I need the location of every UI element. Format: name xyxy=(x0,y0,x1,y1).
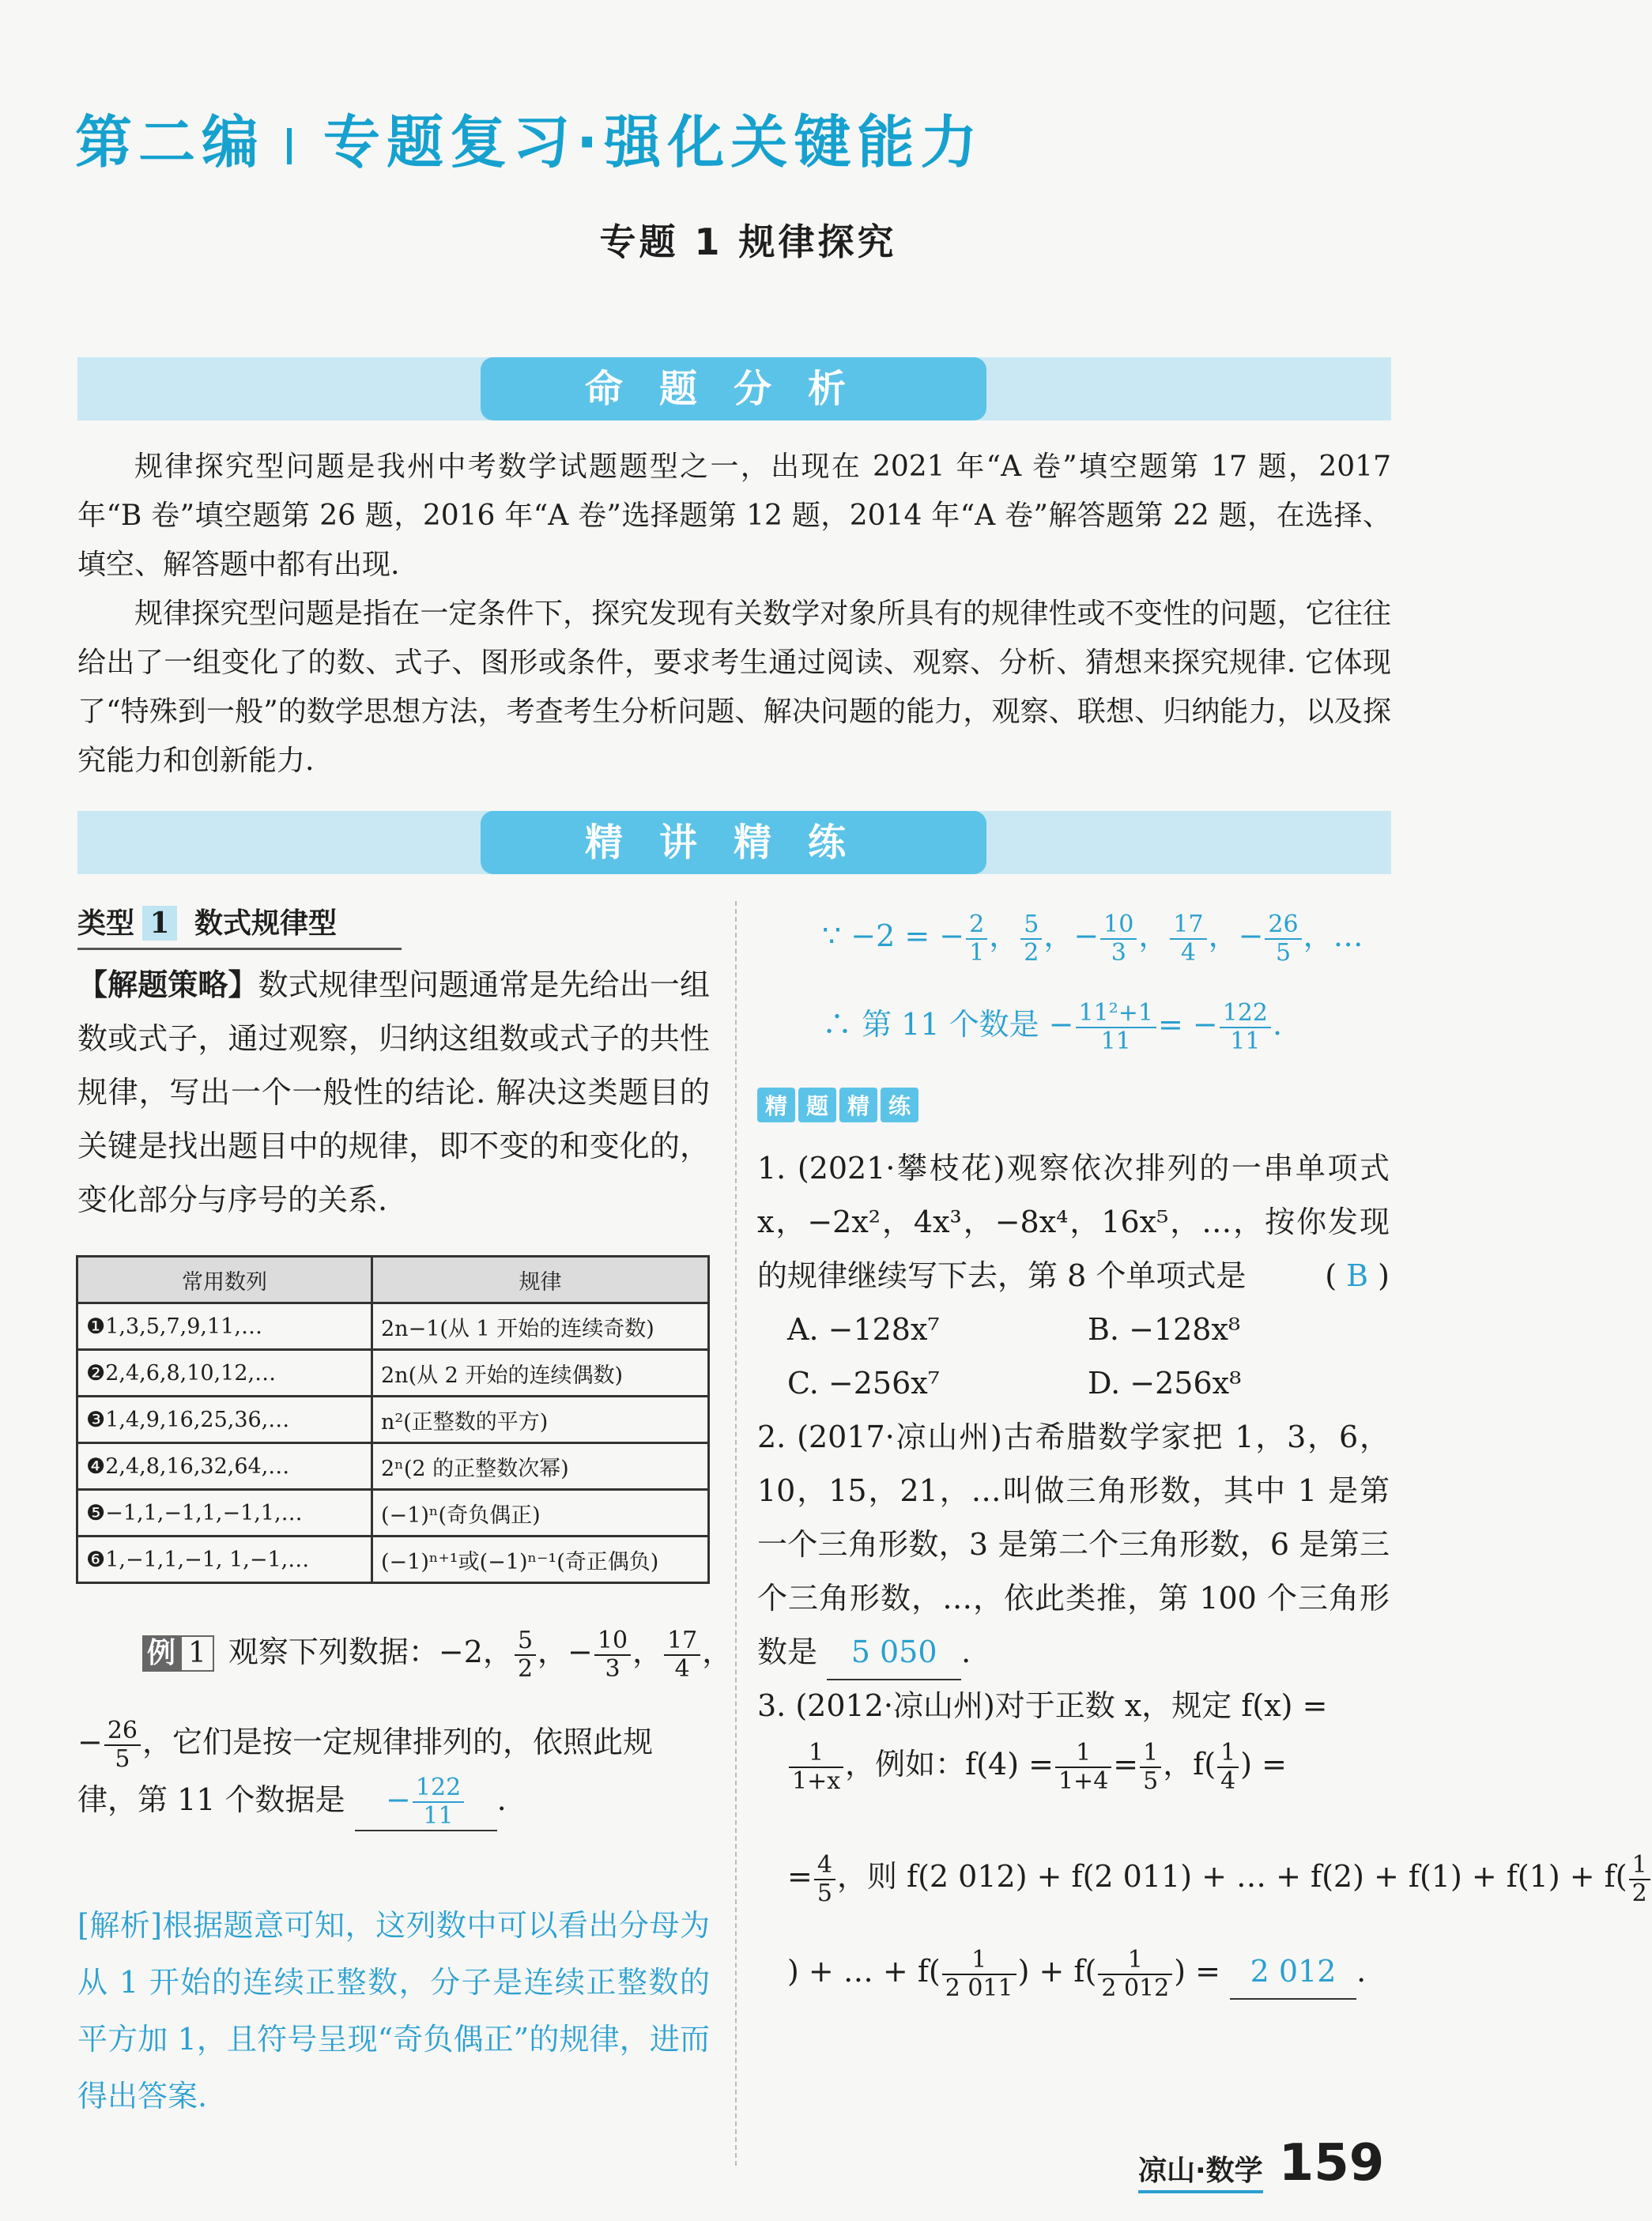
denominator: 1+x xyxy=(792,1767,841,1795)
option-b: B. −128x⁸ xyxy=(1088,1312,1241,1347)
analysis-paragraph-1: 规律探究型问题是我州中考数学试题题型之一，出现在 2021 年“A 卷”填空题第 17 题，2017 年“B 卷”填空题第 26 题，2016 年“A 卷”选择题第 12 题，2014 年“A 卷”解答题第 22 题，在选择、填空、解答题中都有出现. xyxy=(77,451,1391,581)
question-3-stem-sum: ，则 f(2 012) + f(2 011) + … + f(2) + f(1) + f(1) + f( xyxy=(836,1859,1627,1894)
type-number: 1 xyxy=(142,906,177,941)
section-band-practice xyxy=(77,811,1391,874)
numerator: 1 xyxy=(1055,1740,1111,1768)
column-divider xyxy=(735,901,737,2166)
numerator: 1 xyxy=(942,1947,1016,1975)
practice-tag-char: 精 xyxy=(839,1088,877,1122)
part-title xyxy=(75,96,983,179)
type-heading xyxy=(77,901,402,950)
example-analysis xyxy=(77,1897,710,2125)
question-3-stem-end: ) = xyxy=(1174,1954,1220,1989)
numerator: 10 xyxy=(594,1627,631,1656)
fraction xyxy=(789,1740,843,1795)
fraction xyxy=(1220,1000,1271,1055)
table-row xyxy=(77,1443,709,1490)
denominator: 1+4 xyxy=(1058,1767,1109,1795)
denominator: 5 xyxy=(1275,938,1292,967)
denominator: 1 xyxy=(969,938,985,967)
practice-tag xyxy=(757,1088,922,1122)
example-answer: − $\frac{122}{11}$ xyxy=(355,1773,497,1832)
numerator: 4 xyxy=(814,1852,835,1880)
question-2-stem: 2. (2017·凉山州)古希腊数学家把 1，3，6，10，15，21，…叫做三角形数，其中 1 是第一个三角形数，3 是第二个三角形数，6 是第三个三角形数，…，依此类推，第 100 个三角形数是 xyxy=(757,1420,1390,1669)
example-label: 例 xyxy=(142,1635,180,1672)
denominator: 11 xyxy=(1230,1027,1261,1055)
denominator: 11 xyxy=(1100,1027,1131,1055)
numerator: 1 xyxy=(1098,1947,1172,1975)
solution-line-1: ∵ −2 = − $\frac{2}{1}$ ， $\frac{5}{2}$ ，− $\frac{10}{3}$ ， $\frac{17}{4}$ ，− $\frac{26}{5}$ ，… xyxy=(822,910,1363,967)
table-cell: ❶1,3,5,7,9,11,… xyxy=(77,1303,372,1350)
table-cell: ❺−1,1,−1,1,−1,1,… xyxy=(77,1490,372,1537)
question-3-line-3: = $\frac{4}{5}$ ，则 f(2 012) + f(2 011) + … + f(2) + f(1) + f(1) + f( $\frac{1}{2}$ xyxy=(787,1850,1388,1907)
numerator: 17 xyxy=(664,1627,700,1656)
denominator: 4 xyxy=(1220,1767,1236,1795)
example-1-line-2: − $\frac{26}{5}$ ，它们是按一定规律排列的，依照此规律，第 11 个数据是 − $\frac{122}{11}$ . xyxy=(77,1716,654,1830)
option-d: D. −256x⁸ xyxy=(1088,1366,1242,1401)
option-c: C. −256x⁷ xyxy=(787,1366,940,1401)
question-3-stem-example: ，例如：f(4) = xyxy=(845,1747,1054,1782)
table-cell: (−1)ⁿ(奇负偶正) xyxy=(372,1490,709,1537)
fraction xyxy=(1055,1740,1111,1795)
type-title: 数式规律型 xyxy=(194,907,338,940)
denominator: 3 xyxy=(1111,938,1126,967)
table-header-row xyxy=(77,1257,709,1303)
question-1-answer: B xyxy=(1346,1258,1369,1293)
numerator: 2 xyxy=(966,911,987,940)
ellipsis: ，… xyxy=(1303,918,1363,953)
question-3-line-4: ) + … + f( $\frac{1}{2 011}$ ) + f( $\frac{1}{2 012}$ ) = 2 012 . xyxy=(787,1945,1367,2002)
numerator: 26 xyxy=(104,1718,141,1746)
fraction xyxy=(966,911,987,967)
question-1-options xyxy=(787,1303,1388,1410)
fraction xyxy=(1098,1947,1172,2002)
title-separator xyxy=(287,128,292,164)
table-cell: 2n−1(从 1 开始的连续奇数) xyxy=(372,1303,709,1350)
numerator: 1 xyxy=(1629,1852,1650,1880)
denominator: 2 011 xyxy=(945,1974,1013,2002)
table-header: 常用数列 xyxy=(77,1257,372,1303)
strategy-label: 【解题策略】 xyxy=(77,967,258,1002)
fraction xyxy=(1629,1852,1650,1907)
analysis-paragraph-2: 规律探究型问题是指在一定条件下，探究发现有关数学对象所具有的规律性或不变性的问题，它往往给出了一组变化了的数、式子、图形或条件，要求考生通过阅读、观察、分析、猜想来探究规律. 它体现了“特殊到一般”的数学思想方法，考查考生分析问题、解决问题的能力，观察、联想、归纳能力，以及探究能力和创新能力. xyxy=(77,598,1391,777)
section-label-analysis: 命题分析 xyxy=(481,357,986,420)
fraction xyxy=(413,1774,464,1830)
part-label: 第二编 xyxy=(75,109,266,175)
table-row xyxy=(77,1490,709,1537)
fraction xyxy=(1140,1740,1161,1795)
denominator: 2 xyxy=(1631,1879,1647,1907)
type-prefix: 类型 xyxy=(77,907,135,940)
numerator: 1 xyxy=(1217,1740,1239,1768)
numerator: 1 xyxy=(789,1740,843,1768)
denominator: 2 xyxy=(517,1654,534,1683)
section-label-practice: 精讲精练 xyxy=(481,811,986,874)
table-cell: ❻1,−1,1,−1, 1,−1,… xyxy=(77,1537,372,1583)
table-cell: n²(正整数的平方) xyxy=(372,1397,709,1443)
denominator: 2 xyxy=(1024,938,1039,967)
table-cell: ❸1,4,9,16,25,36,… xyxy=(77,1397,372,1443)
numerator: 26 xyxy=(1265,911,1301,940)
example-stem-continued: ，它们是按一定规律排列的，依照此规律，第 11 个数据是 xyxy=(77,1725,654,1817)
denominator: 11 xyxy=(423,1802,454,1830)
table-row xyxy=(77,1397,709,1443)
fraction xyxy=(594,1627,631,1683)
fraction xyxy=(814,1852,835,1907)
fraction xyxy=(1100,911,1137,967)
analysis-label: [解析] xyxy=(77,1908,163,1943)
table-cell: ❷2,4,6,8,10,12,… xyxy=(77,1350,372,1397)
table-row xyxy=(77,1303,709,1350)
fraction xyxy=(1265,911,1301,967)
fraction xyxy=(515,1627,536,1683)
numerator: 10 xyxy=(1100,911,1137,940)
denominator: 5 xyxy=(1143,1767,1159,1795)
fraction xyxy=(942,1947,1016,2002)
numerator: 1 xyxy=(1140,1740,1161,1768)
table-row xyxy=(77,1537,709,1583)
denominator: 4 xyxy=(1180,938,1197,967)
numerator: 11²+1 xyxy=(1076,1000,1156,1028)
fraction xyxy=(1217,1740,1239,1795)
numerator: 122 xyxy=(413,1774,464,1803)
fraction xyxy=(1020,911,1042,967)
fraction xyxy=(1076,1000,1156,1055)
table-cell: 2n(从 2 开始的连续偶数) xyxy=(372,1350,709,1397)
table-header: 规律 xyxy=(372,1257,709,1303)
denominator: 3 xyxy=(605,1654,620,1683)
part-subtitle: 专题复习·强化关键能力 xyxy=(323,109,984,175)
question-3-line-2: $\frac{1}{1+x}$ ，例如：f(4) = $\frac{1}{1+4}$ = $\frac{1}{5}$ ，f( $\frac{1}{4}$ ) = xyxy=(787,1737,1388,1795)
question-3-line-1 xyxy=(757,1679,1390,1733)
practice-tag-char: 题 xyxy=(798,1088,836,1122)
table-cell: 2ⁿ(2 的正整数次幂) xyxy=(372,1443,709,1490)
page-footer xyxy=(1138,2134,1384,2193)
practice-tag-char: 练 xyxy=(881,1088,918,1122)
question-2: 2. (2017·凉山州)古希腊数学家把 1，3，6，10，15，21，…叫做三角形数，其中 1 是第一个三角形数，3 是第二个三角形数，6 是第三个三角形数，…，依此类推，第 100 个三角形数是 5 050 . xyxy=(757,1410,1390,1680)
example-1-line-1: 例 1 观察下列数据：−2， $\frac{5}{2}$ ，− $\frac{10}{3}$ ， $\frac{17}{4}$ ， xyxy=(142,1625,711,1683)
numerator: 122 xyxy=(1220,1000,1271,1028)
fraction xyxy=(104,1718,141,1773)
strategy-text: 数式规律型问题通常是先给出一组数或式子，通过观察，归纳这组数或式子的共性规律，写出一个一般性的结论. 解决这类题目的关键是找出题目中的规律，即不变的和变化的，变化部分与序号的关系. xyxy=(77,967,710,1217)
denominator: 4 xyxy=(674,1654,690,1683)
denominator: 5 xyxy=(817,1879,832,1907)
question-3-stem-more: ) + … + f( xyxy=(787,1954,941,1989)
example-stem: 观察下列数据：−2， xyxy=(228,1635,513,1669)
question-1-stem: 1. (2021·攀枝花)观察依次排列的一串单项式 x，−2x²，4x³，−8x⁴，16x⁵，…，按你发现的规律继续写下去，第 8 个单项式是 xyxy=(757,1151,1390,1293)
numerator: 5 xyxy=(515,1627,536,1656)
sequence-table xyxy=(76,1255,710,1584)
fraction xyxy=(1170,911,1206,967)
therefore-text: ∴ 第 11 个数是 − xyxy=(822,1007,1074,1042)
option-a: A. −128x⁷ xyxy=(787,1312,940,1347)
numerator: 17 xyxy=(1170,911,1206,940)
because-text: ∵ −2 = − xyxy=(822,918,965,953)
strategy-block xyxy=(77,958,710,1227)
question-3-stem: 3. (2012·凉山州)对于正数 x，规定 f(x) = xyxy=(757,1688,1328,1723)
table-cell: ❹2,4,8,16,32,64,… xyxy=(77,1443,372,1490)
question-1-answer-bracket: ( B ) xyxy=(1325,1258,1390,1293)
question-1 xyxy=(757,1141,1390,1303)
example-number: 1 xyxy=(180,1635,214,1672)
section-band-analysis xyxy=(77,357,1391,420)
question-3-answer: 2 012 xyxy=(1230,1944,1356,2000)
table-row xyxy=(77,1350,709,1397)
footer-text: 凉山·数学 xyxy=(1138,2155,1263,2193)
practice-tag-char: 精 xyxy=(757,1088,795,1122)
denominator: 2 012 xyxy=(1101,1974,1170,2002)
question-2-answer: 5 050 xyxy=(827,1625,961,1680)
numerator: 5 xyxy=(1020,911,1042,940)
denominator: 5 xyxy=(115,1744,130,1773)
topic-title: 专题 1 规律探究 xyxy=(599,221,897,263)
solution-line-2: ∴ 第 11 个数是 − $\frac{\text{11²+1}}{11}$ = − $\frac{122}{11}$ . xyxy=(822,998,1283,1055)
page-number: 159 xyxy=(1278,2134,1385,2193)
fraction xyxy=(664,1627,700,1683)
table-cell: (−1)ⁿ⁺¹或(−1)ⁿ⁻¹(奇正偶负) xyxy=(372,1537,709,1583)
analysis-text: 根据题意可知，这列数中可以看出分母为从 1 开始的连续正整数，分子是连续正整数的平方加 1，且符号呈现“奇负偶正”的规律，进而得出答案. xyxy=(77,1908,710,2114)
